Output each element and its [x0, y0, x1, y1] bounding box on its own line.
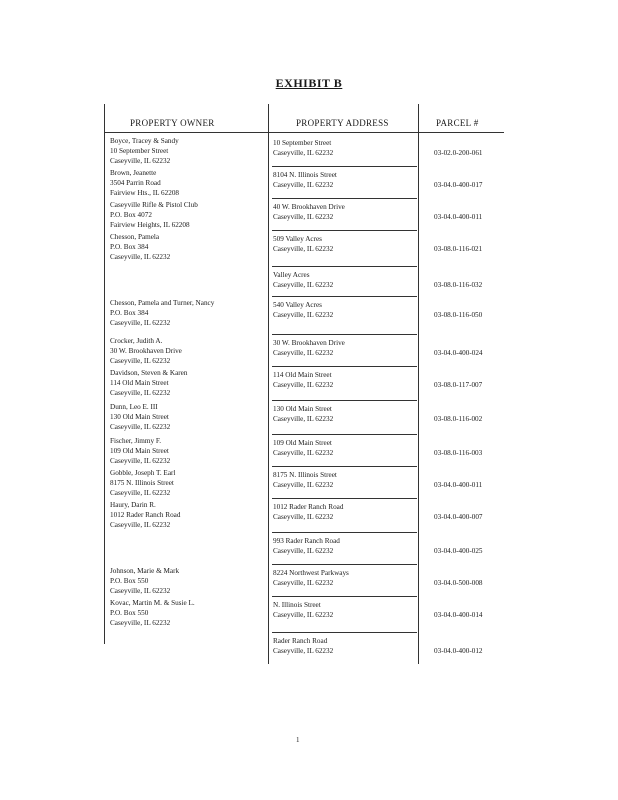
owner-cell	[110, 566, 179, 596]
address-line: 30 W. Brookhaven Drive	[273, 339, 345, 347]
parcel-cell: 03-04.0-400-011	[434, 213, 483, 221]
address-cell	[273, 502, 343, 522]
address-cell	[273, 536, 340, 556]
owner-line: Caseyville, IL 62232	[110, 619, 171, 627]
owner-line: Chesson, Pamela and Turner, Nancy	[110, 299, 215, 307]
owner-line: 10 September Street	[110, 147, 169, 155]
column-divider-left	[104, 104, 105, 644]
owner-cell	[110, 402, 170, 432]
address-cell	[273, 234, 333, 254]
address-line: Caseyville, IL 62232	[273, 611, 334, 619]
page-number: 1	[296, 736, 300, 744]
document-title: EXHIBIT B	[275, 76, 343, 90]
address-cell	[273, 470, 337, 490]
owner-cell	[110, 368, 187, 398]
address-cell	[273, 438, 333, 458]
address-line: Caseyville, IL 62232	[273, 547, 334, 555]
address-line: 8104 N. Illinois Street	[273, 171, 337, 179]
address-line: Caseyville, IL 62232	[273, 311, 334, 319]
row-separator	[272, 466, 417, 467]
owner-line: 30 W. Brookhaven Drive	[110, 347, 182, 355]
parcel-cell: 03-04.0-400-007	[434, 513, 483, 521]
owner-line: Caseyville, IL 62232	[110, 319, 171, 327]
address-line: 8175 N. Illinois Street	[273, 471, 337, 479]
owner-line: Kovac, Martin M. & Susie L.	[110, 599, 195, 607]
owner-line: Davidson, Steven & Karen	[110, 369, 188, 377]
owner-line: 1012 Rader Ranch Road	[110, 511, 181, 519]
parcel-cell: 03-04.0-400-024	[434, 349, 483, 357]
owner-line: 130 Old Main Street	[110, 413, 169, 421]
address-cell	[273, 300, 333, 320]
row-separator	[272, 230, 417, 231]
owner-line: Fairview Heights, IL 62208	[110, 221, 190, 229]
address-line: Caseyville, IL 62232	[273, 647, 334, 655]
address-cell	[273, 270, 333, 290]
owner-cell	[110, 168, 179, 198]
address-line: Rader Ranch Road	[273, 637, 328, 645]
address-line: Caseyville, IL 62232	[273, 415, 334, 423]
owner-cell	[110, 436, 170, 466]
owner-cell	[110, 598, 195, 628]
address-line: 1012 Rader Ranch Road	[273, 503, 344, 511]
parcel-cell: 03-04.0-400-012	[434, 647, 483, 655]
address-cell	[273, 600, 333, 620]
row-separator	[272, 266, 417, 267]
parcel-cell: 03-08.0-116-002	[434, 415, 483, 423]
address-cell	[273, 568, 349, 588]
parcel-cell: 03-04.0-400-014	[434, 611, 483, 619]
parcel-cell: 03-02.0-200-061	[434, 149, 483, 157]
owner-cell	[110, 298, 214, 328]
owner-line: Caseyville, IL 62232	[110, 521, 171, 529]
owner-cell	[110, 468, 175, 498]
owner-cell	[110, 200, 198, 230]
owner-line: Caseyville, IL 62232	[110, 389, 171, 397]
owner-cell	[110, 500, 180, 530]
owner-line: Johnson, Marie & Mark	[110, 567, 180, 575]
address-line: Caseyville, IL 62232	[273, 181, 334, 189]
header-rule	[104, 132, 504, 133]
address-cell	[273, 636, 333, 656]
address-cell	[273, 170, 337, 190]
owner-line: 3504 Parrin Road	[110, 179, 161, 187]
parcel-cell: 03-08.0-116-003	[434, 449, 483, 457]
parcel-cell: 03-08.0-117-007	[434, 381, 483, 389]
address-cell	[273, 338, 345, 358]
owner-line: Chesson, Pamela	[110, 233, 160, 241]
address-line: Valley Acres	[273, 271, 310, 279]
owner-line: Dunn, Leo E. III	[110, 403, 158, 411]
owner-cell	[110, 136, 179, 166]
owner-line: Haury, Darin R.	[110, 501, 156, 509]
address-cell	[273, 202, 345, 222]
address-cell	[273, 404, 333, 424]
address-line: Caseyville, IL 62232	[273, 449, 334, 457]
address-line: Caseyville, IL 62232	[273, 349, 334, 357]
owner-line: Caseyville Rifle & Pistol Club	[110, 201, 198, 209]
header-parcel-number: PARCEL #	[436, 118, 479, 128]
owner-line: Caseyville, IL 62232	[110, 157, 171, 165]
row-separator	[272, 296, 417, 297]
owner-line: P.O. Box 550	[110, 577, 149, 585]
row-separator	[272, 532, 417, 533]
parcel-cell: 03-08.0-116-032	[434, 281, 483, 289]
column-divider-middle	[268, 104, 269, 664]
address-line: 109 Old Main Street	[273, 439, 332, 447]
address-line: Caseyville, IL 62232	[273, 481, 334, 489]
address-line: N. Illinois Street	[273, 601, 321, 609]
row-separator	[272, 434, 417, 435]
owner-line: Caseyville, IL 62232	[110, 457, 171, 465]
header-property-address: PROPERTY ADDRESS	[296, 118, 389, 128]
owner-line: Caseyville, IL 62232	[110, 587, 171, 595]
owner-line: Crocker, Judith A.	[110, 337, 163, 345]
parcel-cell: 03-04.0-400-025	[434, 547, 483, 555]
owner-line: 8175 N. Illinois Street	[110, 479, 174, 487]
row-separator	[272, 596, 417, 597]
owner-line: Brown, Jeanette	[110, 169, 157, 177]
owner-line: 114 Old Main Street	[110, 379, 169, 387]
property-table	[100, 104, 522, 664]
owner-line: Caseyville, IL 62232	[110, 489, 171, 497]
row-separator	[272, 498, 417, 499]
owner-line: 109 Old Main Street	[110, 447, 169, 455]
parcel-cell: 03-08.0-116-021	[434, 245, 483, 253]
column-divider-right	[418, 104, 419, 664]
address-line: Caseyville, IL 62232	[273, 281, 334, 289]
address-line: 114 Old Main Street	[273, 371, 332, 379]
row-separator	[272, 400, 417, 401]
owner-line: Caseyville, IL 62232	[110, 423, 171, 431]
row-separator	[272, 166, 417, 167]
parcel-cell: 03-04.0-500-008	[434, 579, 483, 587]
address-line: Caseyville, IL 62232	[273, 245, 334, 253]
address-cell	[273, 370, 333, 390]
row-separator	[272, 366, 417, 367]
address-line: 509 Valley Acres	[273, 235, 322, 243]
header-property-owner: PROPERTY OWNER	[130, 118, 215, 128]
address-line: 993 Rader Ranch Road	[273, 537, 340, 545]
owner-cell	[110, 232, 170, 262]
row-separator	[272, 198, 417, 199]
owner-line: Boyce, Tracey & Sandy	[110, 137, 179, 145]
address-line: Caseyville, IL 62232	[273, 149, 334, 157]
row-separator	[272, 564, 417, 565]
address-line: Caseyville, IL 62232	[273, 579, 334, 587]
owner-line: Caseyville, IL 62232	[110, 357, 171, 365]
address-line: Caseyville, IL 62232	[273, 381, 334, 389]
address-line: 40 W. Brookhaven Drive	[273, 203, 345, 211]
row-separator	[272, 632, 417, 633]
owner-line: Caseyville, IL 62232	[110, 253, 171, 261]
address-line: 10 September Street	[273, 139, 332, 147]
address-line: 130 Old Main Street	[273, 405, 332, 413]
owner-line: P.O. Box 384	[110, 309, 149, 317]
address-line: 8224 Northwest Parkways	[273, 569, 349, 577]
address-line: Caseyville, IL 62232	[273, 213, 334, 221]
owner-line: Fischer, Jimmy F.	[110, 437, 162, 445]
row-separator	[272, 334, 417, 335]
address-cell	[273, 138, 333, 158]
owner-line: Fairview Hts., IL 62208	[110, 189, 180, 197]
address-line: 540 Valley Acres	[273, 301, 322, 309]
parcel-cell: 03-08.0-116-050	[434, 311, 483, 319]
owner-cell	[110, 336, 182, 366]
address-line: Caseyville, IL 62232	[273, 513, 334, 521]
parcel-cell: 03-04.0-400-017	[434, 181, 483, 189]
owner-line: P.O. Box 384	[110, 243, 149, 251]
parcel-cell: 03-04.0-400-011	[434, 481, 483, 489]
owner-line: P.O. Box 4072	[110, 211, 152, 219]
owner-line: Gobble, Joseph T. Earl	[110, 469, 176, 477]
owner-line: P.O. Box 550	[110, 609, 149, 617]
